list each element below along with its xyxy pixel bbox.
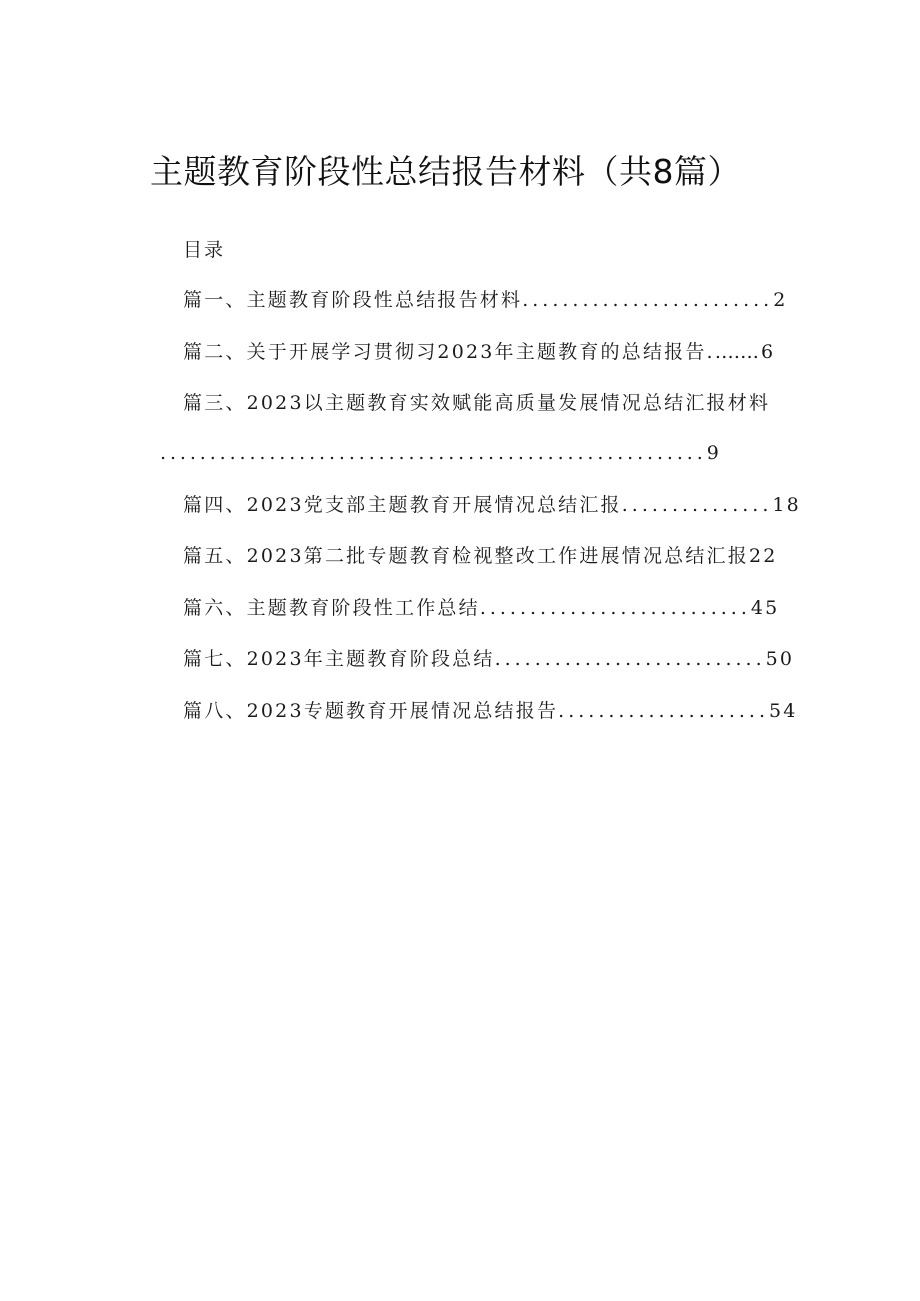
- toc-entry-text: 篇六、主题教育阶段性工作总结: [183, 597, 480, 619]
- toc-entry-leader: ...........................: [494, 648, 766, 670]
- document-title: 主题教育阶段性总结报告材料（共8篇）: [150, 152, 741, 191]
- toc-entry-page: 50: [765, 648, 795, 670]
- toc-entry-text: 篇二、关于开展学习贯彻习2023年主题教育的总结报告.: [183, 341, 715, 363]
- toc-entry-page: 9: [706, 442, 721, 464]
- toc-entry-3-continuation[interactable]: [160, 439, 721, 467]
- toc-heading: 目录: [183, 239, 226, 261]
- toc-entry-3[interactable]: [183, 389, 770, 417]
- toc-entry-1[interactable]: [183, 286, 788, 314]
- toc-entry-text: 篇五、2023第二批专题教育检视整改工作进展情况总结汇报: [183, 545, 749, 567]
- toc-entry-text: 篇四、2023党支部主题教育开展情况总结汇报: [183, 494, 622, 516]
- toc-entry-text: 篇七、2023年主题教育阶段总结: [183, 648, 495, 670]
- toc-entry-6[interactable]: [183, 594, 779, 622]
- toc-entry-page: 2: [773, 289, 788, 311]
- toc-entry-page: 18: [772, 494, 801, 516]
- toc-entry-leader: .....................: [558, 700, 769, 722]
- toc-entry-leader: .........................: [522, 289, 774, 311]
- toc-entry-2[interactable]: [183, 338, 775, 366]
- toc-entry-7[interactable]: [183, 645, 794, 673]
- toc-entry-5[interactable]: [183, 542, 778, 570]
- toc-entry-4[interactable]: [183, 491, 801, 519]
- toc-entry-leader: ...........................: [479, 597, 751, 619]
- toc-entry-page: .6: [752, 341, 776, 363]
- toc-entry-leader: ……: [714, 341, 753, 363]
- toc-entry-8[interactable]: [183, 697, 798, 725]
- toc-entry-leader: ...............: [621, 494, 773, 516]
- toc-entry-page: 54: [769, 700, 798, 722]
- toc-entry-leader: .......................................................: [160, 442, 707, 464]
- toc-entry-page: 45: [750, 597, 780, 619]
- toc-entry-page: 22: [748, 545, 778, 567]
- toc-entry-text: 篇一、主题教育阶段性总结报告材料: [183, 289, 523, 311]
- toc-entry-text: 篇八、2023专题教育开展情况总结报告: [183, 700, 559, 722]
- toc-entry-text: 篇三、2023以主题教育实效赋能高质量发展情况总结汇报材料: [183, 392, 771, 414]
